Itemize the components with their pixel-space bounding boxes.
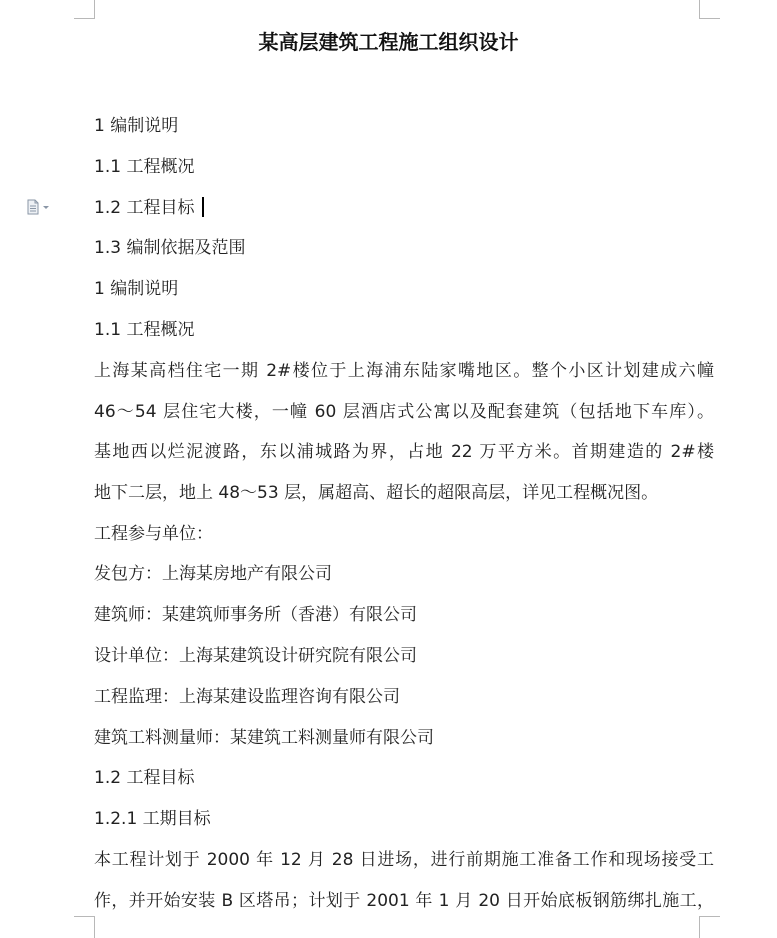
participant-line: 发包方：上海某房地产有限公司 bbox=[94, 564, 332, 584]
document-title: 某高层建筑工程施工组织设计 bbox=[258, 30, 519, 54]
crop-mark-top-left bbox=[74, 0, 95, 19]
heading-2: 1.1 工程概况 bbox=[94, 320, 195, 340]
body-paragraph-line: 本工程计划于 2000 年 12 月 28 日进场，进行前期施工准备工作和现场接受工 bbox=[94, 850, 714, 870]
participant-line: 建筑工料测量师：某建筑工料测量师有限公司 bbox=[94, 728, 434, 748]
participant-line: 建筑师：某建筑师事务所（香港）有限公司 bbox=[94, 605, 417, 625]
text-cursor bbox=[202, 197, 204, 217]
body-paragraph-line: 46～54 层住宅大楼，一幢 60 层酒店式公寓以及配套建筑（包括地下车库）。 bbox=[94, 402, 714, 422]
toc-item[interactable]: 1.3 编制依据及范围 bbox=[94, 238, 246, 258]
crop-mark-bottom-right bbox=[699, 916, 720, 938]
crop-mark-top-right bbox=[699, 0, 720, 19]
body-paragraph-line: 上海某高档住宅一期 2#楼位于上海浦东陆家嘴地区。整个小区计划建成六幢 bbox=[94, 361, 714, 381]
body-paragraph-line: 作，并开始安装 B 区塔吊；计划于 2001 年 1 月 20 日开始底板钢筋绑扎施工， bbox=[94, 891, 714, 911]
toc-item[interactable]: 1.1 工程概况 bbox=[94, 157, 195, 177]
crop-mark-bottom-left bbox=[74, 916, 95, 938]
body-paragraph-line: 工程参与单位： bbox=[94, 524, 213, 544]
body-paragraph-line: 地下二层，地上 48～53 层，属超高、超长的超限高层，详见工程概况图。 bbox=[94, 483, 659, 503]
heading-1: 1 编制说明 bbox=[94, 279, 179, 299]
paragraph-menu-icon[interactable] bbox=[26, 199, 54, 215]
toc-item[interactable]: 1 编制说明 bbox=[94, 116, 179, 136]
participant-line: 工程监理：上海某建设监理咨询有限公司 bbox=[94, 687, 400, 707]
heading-2: 1.2 工程目标 bbox=[94, 768, 195, 788]
toc-item-current[interactable] bbox=[94, 196, 714, 220]
body-paragraph-line: 基地西以烂泥渡路，东以浦城路为界，占地 22 万平方米。首期建造的 2#楼 bbox=[94, 442, 714, 462]
heading-3: 1.2.1 工期目标 bbox=[94, 809, 211, 829]
toc-item-label: 1.2 工程目标 bbox=[94, 198, 195, 218]
participant-line: 设计单位：上海某建筑设计研究院有限公司 bbox=[94, 646, 417, 666]
